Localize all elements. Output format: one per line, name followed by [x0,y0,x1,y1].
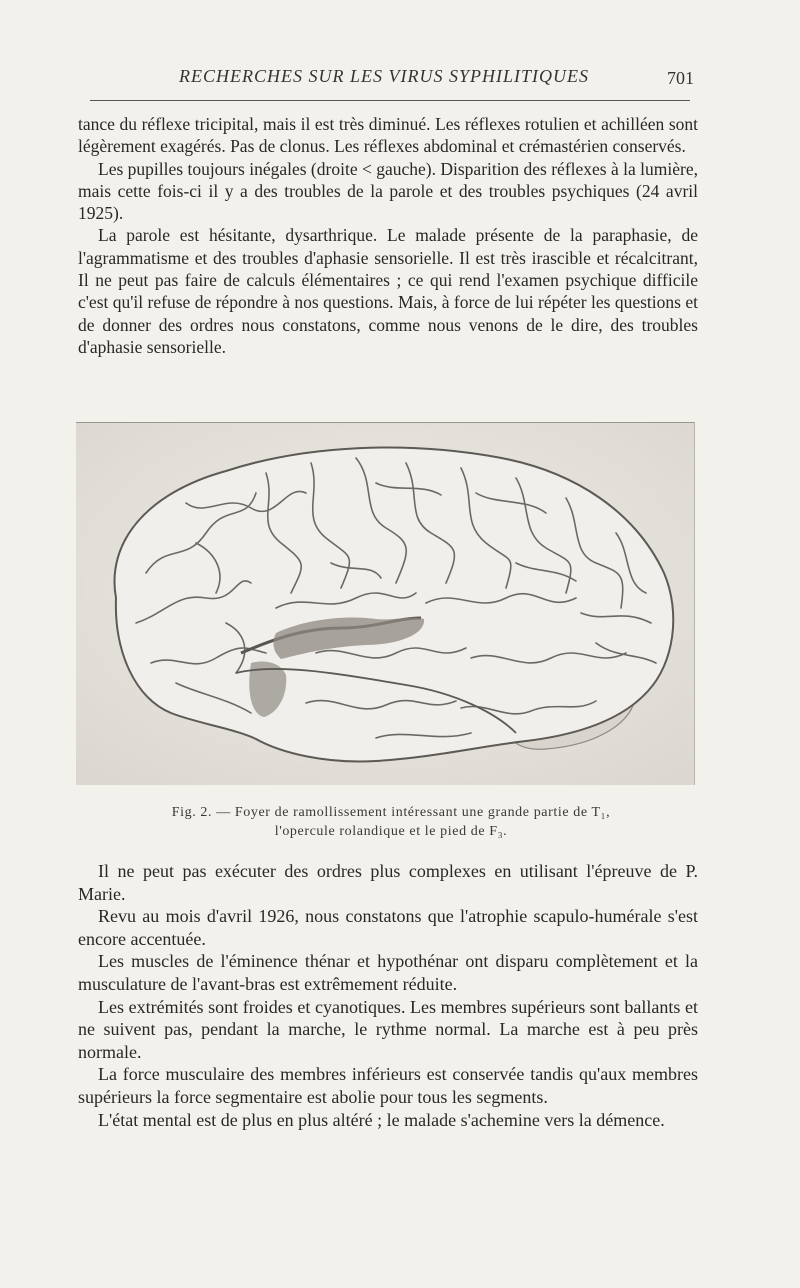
paragraph: La force musculaire des membres inférieurs est conservée tandis qu'aux membres supérieurs la force segmentaire est abolie pour tous les segments. [78,1064,698,1107]
paragraph: tance du réflexe tricipital, mais il est très diminué. Les réflexes rotulien et achilléen sont légèrement exagérés. Pas de clonus. Les réflexes abdominal et crémastérien conservés. [78,114,698,157]
caption-line-2: l'opercule rolandique et le pied de F₃. [274,824,508,839]
header-rule [90,100,690,101]
text-block-bottom [78,860,698,1131]
figure-caption [96,803,686,841]
paragraph: Les extrémités sont froides et cyanotiques. Les membres supérieurs sont ballants et ne suivent pas, pendant la marche, le rythme normal. La marche est à peu près normale. [78,996,698,1062]
running-head [78,66,696,92]
page-number: 701 [667,68,694,88]
paragraph: Les pupilles toujours inégales (droite < gauche). Disparition des réflexes à la lumière, mais cette fois-ci il y a des troubles de la parole et des troubles psychiques (24 avril 1925). [78,158,698,224]
paragraph: Revu au mois d'avril 1926, nous constatons que l'atrophie scapulo-humérale s'est encore accentuée. [78,906,698,949]
paragraph: Les muscles de l'éminence thénar et hypothénar ont disparu complètement et la musculature de l'avant-bras est extrêmement réduite. [78,951,698,994]
figure-brain-photograph [76,422,695,785]
paragraph: La parole est hésitante, dysarthrique. Le malade présente de la paraphasie, de l'agrammatisme et des troubles d'aphasie sensorielle. Il est très irascible et récalcitrant, Il ne peut pas faire de calculs élémentaires ; ce qui rend l'examen psychique difficile c'est qu'il refuse de répondre à nos questions. Mais, à force de lui répéter les questions et de donner des ordres nous constatons, comme nous venons de le dire, des troubles d'aphasie sensorielle. [78,225,698,357]
paragraph: L'état mental est de plus en plus altéré ; le malade s'achemine vers la démence. [98,1109,665,1130]
text-block-top [78,113,698,358]
caption-line-1: Fig. 2. — Foyer de ramollissement intéressant une grande partie de T₁, [171,805,611,820]
paragraph: Il ne peut pas exécuter des ordres plus complexes en utilisant l'épreuve de P. Marie. [78,861,698,904]
brain-illustration [76,423,694,785]
running-title: RECHERCHES SUR LES VIRUS SYPHILITIQUES [179,66,589,86]
